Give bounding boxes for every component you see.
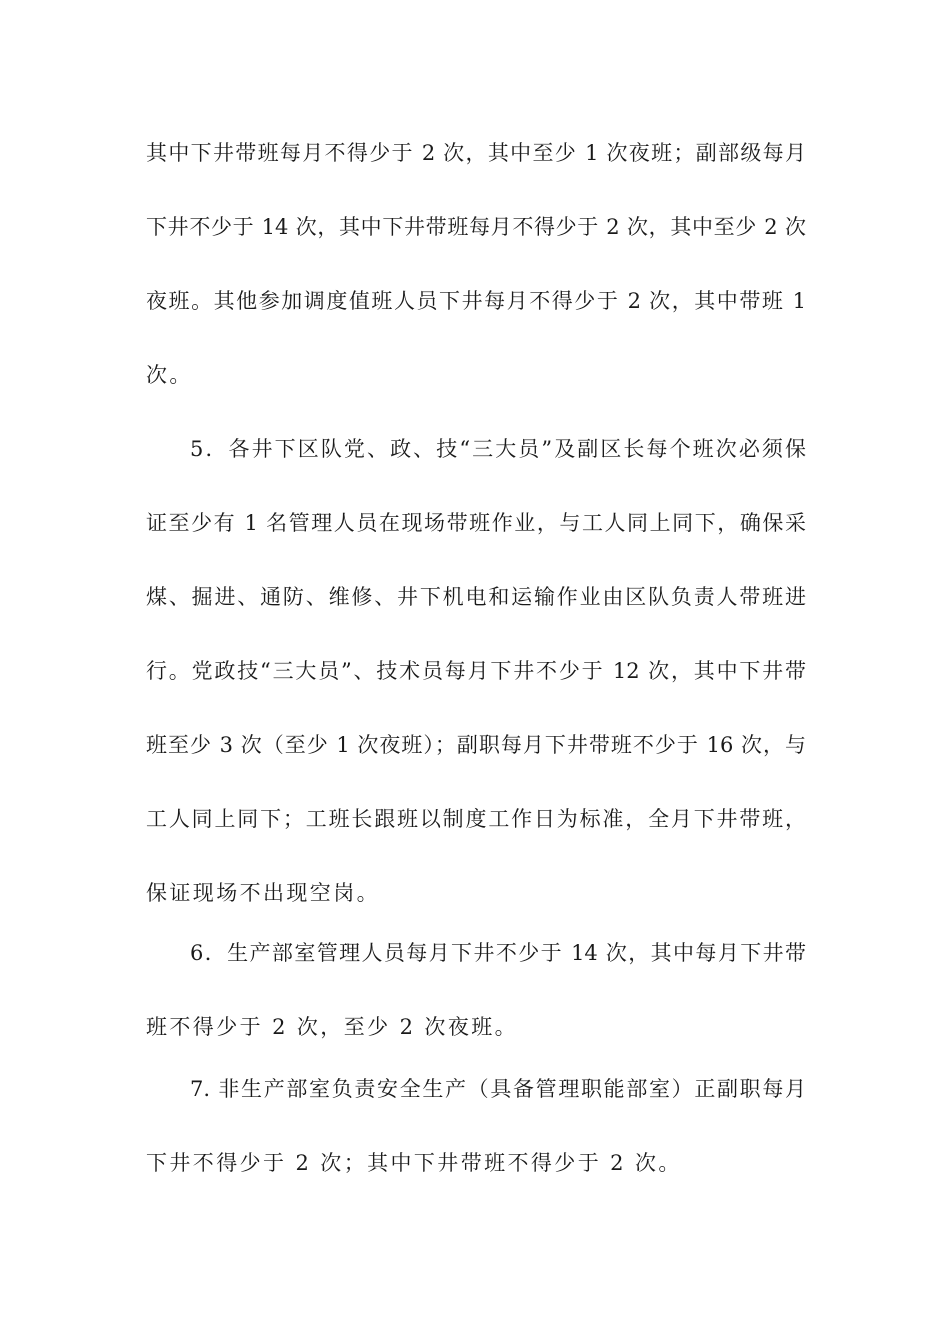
paragraph-5-start: 5．各井下区队党、政、技“三大员”及副区长每个班次必须保 [190,437,806,461]
text-line: 保证现场不出现空岗。 [146,881,380,905]
paragraph-6-start: 6．生产部室管理人员每月下井不少于 14 次，其中每月下井带 [190,941,806,965]
text-line: 次。 [146,363,193,387]
text-line: 下井不得少于 2 次；其中下井带班不得少于 2 次。 [146,1151,682,1175]
text-line: 煤、掘进、通防、维修、井下机电和运输作业由区队负责人带班进 [146,585,806,609]
text-line: 其中下井带班每月不得少于 2 次，其中至少 1 次夜班；副部级每月 [146,141,806,165]
text-line: 行。党政技“三大员”、技术员每月下井不少于 12 次，其中下井带 [146,659,806,683]
text-line: 下井不少于 14 次，其中下井带班每月不得少于 2 次，其中至少 2 次 [146,215,806,239]
text-line: 班至少 3 次（至少 1 次夜班）；副职每月下井带班不少于 16 次，与 [146,733,806,757]
paragraph-7-start: 7. 非生产部室负责安全生产（具备管理职能部室）正副职每月 [190,1077,806,1101]
text-line: 夜班。其他参加调度值班人员下井每月不得少于 2 次，其中带班 1 [146,289,806,313]
text-line: 工人同上同下；工班长跟班以制度工作日为标准，全月下井带班， [146,807,806,831]
text-line: 证至少有 1 名管理人员在现场带班作业，与工人同上同下，确保采 [146,511,806,535]
text-line: 班不得少于 2 次，至少 2 次夜班。 [146,1015,519,1039]
